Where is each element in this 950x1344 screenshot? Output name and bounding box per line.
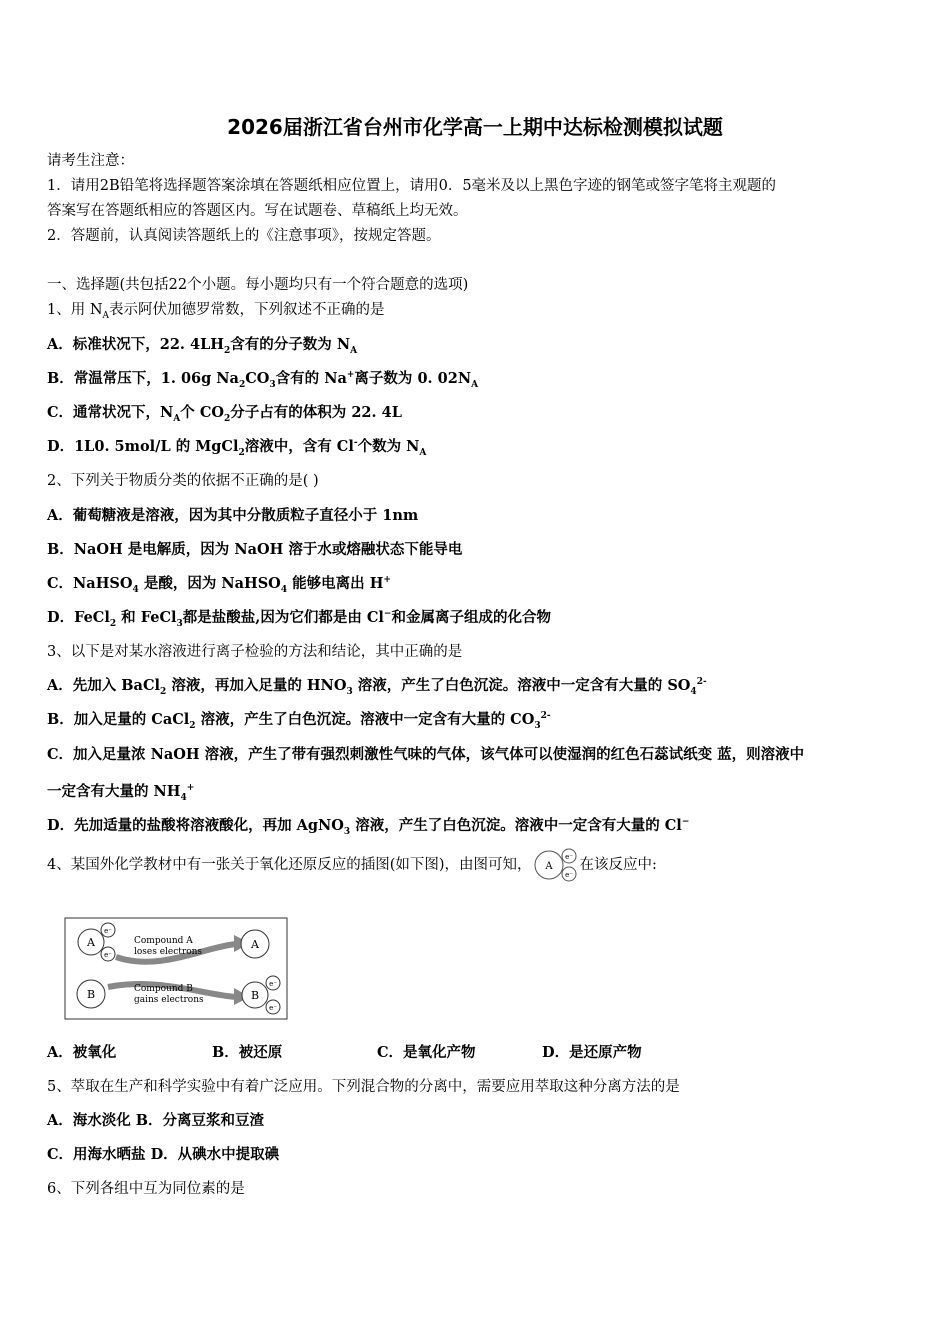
q5-options-ab[interactable]: A．海水淡化 B．分离豆浆和豆渣: [47, 1112, 265, 1129]
q5-stem: 5、萃取在生产和科学实验中有着广泛应用。下列混合物的分离中，需要应用萃取这种分离方法的是: [47, 1079, 680, 1095]
q3-option-c-line1[interactable]: C．加入足量浓 NaOH 溶液，产生了带有强烈刺激性气味的气体，该气体可以使湿润的红色石蕊试纸变 蓝，则溶液中: [47, 746, 805, 763]
notice-heading: 请考生注意：: [47, 153, 134, 169]
q1-option-a[interactable]: A．标准状况下，22. $4LH_2$含有的分子数为 $N_A$: [47, 336, 358, 356]
q2-option-d[interactable]: D．FeCl$_2$ 和 FeCl$_3$都是盐酸盐,因为它们都是由 Cl−和金属离子组成的化合物: [47, 609, 551, 629]
q2-option-c[interactable]: C．NaHSO$_4$ 是酸，因为 NaHSO$_4$ 能够电离出 H+: [47, 575, 391, 595]
q2-stem: 2、下列关于物质分类的依据不正确的是( ): [47, 473, 319, 489]
q3-option-b[interactable]: B．加入足量的 CaCl$_2$ 溶液，产生了白色沉淀。溶液中一定含有大量的 $CO_3^{2-}$: [47, 711, 551, 731]
label-a-2: loses electrons: [134, 947, 203, 957]
section-heading: 一、选择题(共包括22个小题。每小题均只有一个符合题意的选项): [47, 277, 469, 293]
electron-label-2: e⁻: [564, 871, 573, 879]
electron-a-2: e⁻: [104, 951, 112, 959]
electron-b-2: e⁻: [269, 1004, 277, 1012]
q4-option-a[interactable]: A．被氧化: [47, 1044, 117, 1061]
page-title: 2026届浙江省台州市化学高一上期中达标检测模拟试题: [227, 115, 723, 139]
q2-option-a[interactable]: A．葡萄糖液是溶液，因为其中分散质粒子直径小于 1nm: [47, 507, 419, 524]
notice-line-2: 答案写在答题纸相应的答题区内。写在试题卷、草稿纸上均无效。: [47, 203, 468, 219]
q1-option-b[interactable]: B．常温常压下，1. 06g $Na_2CO_3$含有的 Na+离子数为 0. $02N_A$: [47, 370, 479, 390]
q4-option-d[interactable]: D．是还原产物: [542, 1044, 642, 1061]
q3-stem: 3、以下是对某水溶液进行离子检验的方法和结论，其中正确的是: [47, 644, 463, 660]
q1-stem: 1、用 $N_A$表示阿伏加德罗常数，下列叙述不正确的是: [47, 302, 385, 321]
atom-a-left: A: [87, 936, 95, 949]
q3-option-d[interactable]: D．先加适量的盐酸将溶液酸化，再加 AgNO$_3$ 溶液，产生了白色沉淀。溶液中一定含有大量的 Cl−: [47, 817, 690, 837]
atom-label: A: [544, 861, 553, 872]
atom-electrons-icon: [534, 846, 578, 884]
atom-a-right: A: [251, 938, 259, 951]
q6-stem: 6、下列各组中互为同位素的是: [47, 1181, 245, 1197]
q3-option-c-line2[interactable]: 一定含有大量的 $NH_4^+$: [47, 783, 195, 803]
q4-option-b[interactable]: B．被还原: [212, 1044, 283, 1061]
q4-option-c[interactable]: C．是氧化产物: [377, 1044, 476, 1061]
electron-a-1: e⁻: [104, 927, 112, 935]
label-b-2: gains electrons: [134, 995, 204, 1005]
q2-option-b[interactable]: B．NaOH 是电解质，因为 NaOH 溶于水或熔融状态下能导电: [47, 541, 463, 558]
notice-line-3: 2．答题前，认真阅读答题纸上的《注意事项》，按规定答题。: [47, 228, 441, 244]
label-b-1: Compound B: [134, 984, 193, 994]
q1-option-c[interactable]: C．通常状况下，$N_A$个 $CO_2$分子占有的体积为 22. 4L: [47, 404, 402, 424]
notice-line-1: 1．请用2B铅笔将选择题答案涂填在答题纸相应位置上，请用0．5毫米及以上黑色字迹的钢笔或签字笔将主观题的: [47, 178, 777, 194]
atom-b-right: B: [250, 989, 260, 1002]
electron-b-1: e⁻: [269, 980, 277, 988]
q5-options-cd[interactable]: C．用海水晒盐 D．从碘水中提取碘: [47, 1146, 280, 1163]
q3-option-a[interactable]: A．先加入 BaCl$_2$ 溶液，再加入足量的 $HNO_3$ 溶液，产生了白色沉淀。溶液中一定含有大量的 $SO_4^{2-}$: [47, 677, 707, 697]
q4-stem: 4、某国外化学教材中有一张关于氧化还原反应的插图(如下图)，由图可知， A e⁻ e⁻ 在该反应中:: [47, 846, 657, 884]
electron-label-1: e⁻: [564, 853, 573, 861]
redox-diagram: [64, 917, 288, 1020]
q1-option-d[interactable]: D．1L0. 5mol/L 的 MgCl$_2$溶液中，含有 Cl-个数为 $N_A$: [47, 438, 427, 458]
label-a-1: Compound A: [134, 936, 193, 946]
atom-b-left: B: [86, 988, 96, 1001]
